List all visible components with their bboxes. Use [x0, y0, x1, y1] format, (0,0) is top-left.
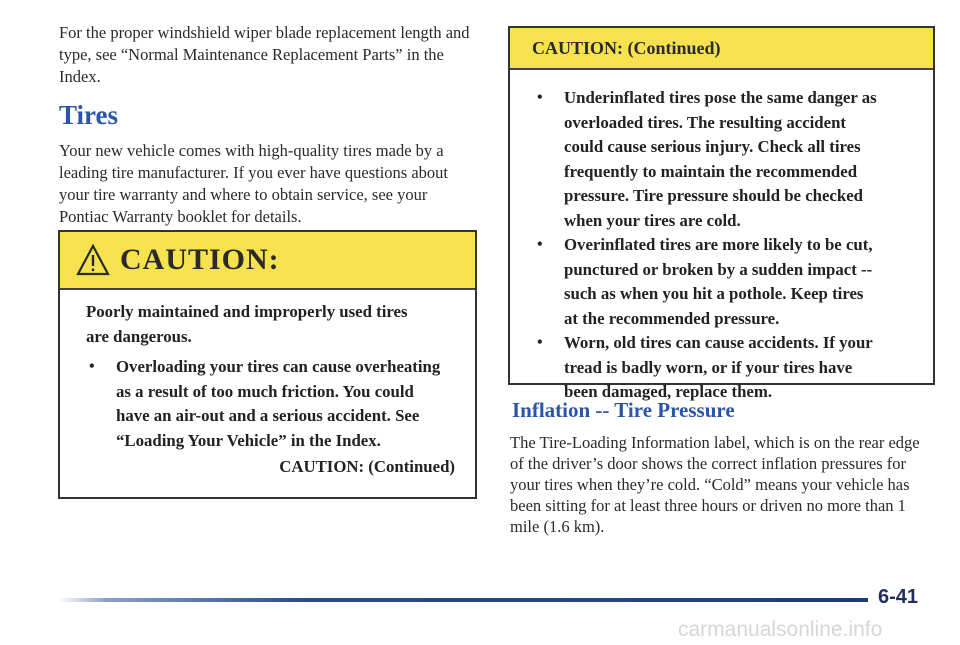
caution-body	[60, 290, 475, 480]
tires-heading: Tires	[59, 100, 119, 130]
caution-bullet-list	[534, 86, 919, 405]
caution-heading: CAUTION: (Continued)	[532, 37, 721, 58]
intro-paragraph: For the proper windshield wiper blade replacement length and type, see “Normal Maintenance Replacement Parts” in the Index.	[59, 23, 470, 86]
footer-rule	[58, 598, 868, 602]
caution-box-tires	[58, 230, 477, 499]
bullet-text: Worn, old tires can cause accidents. If your tread is badly worn, or if your tires have been damaged, replace them.	[564, 333, 873, 401]
tires-paragraph: Your new vehicle comes with high-quality tires made by a leading tire manufacturer. If you ever have questions about your tire warranty and where to obtain service, see your Pontiac Warranty booklet for details.	[59, 141, 448, 226]
inflation-heading: Inflation -- Tire Pressure	[512, 398, 735, 422]
list-item	[534, 86, 879, 233]
caution-continued-label: CAUTION: (Continued)	[279, 457, 455, 476]
warning-triangle-icon	[76, 244, 110, 276]
caution-header	[60, 232, 475, 290]
bullet-text: Overinflated tires are more likely to be cut, punctured or broken by a sudden impact -- such as when you hit a pothole. Keep tires at the recommended pressure.	[564, 235, 873, 328]
page-number: 6-41	[878, 586, 919, 608]
list-item	[534, 233, 879, 331]
watermark: carmanualsonline.info	[678, 618, 883, 641]
bullet-icon: •	[89, 358, 95, 375]
caution-bullet-list	[86, 355, 461, 453]
left-column	[59, 22, 479, 228]
bullet-icon: •	[537, 334, 543, 351]
caution-lead: Poorly maintained and improperly used tires are dangerous.	[86, 302, 408, 346]
inflation-paragraph: The Tire-Loading Information label, which is on the rear edge of the driver’s door shows the correct inflation pressures for your tires when they’re cold. “Cold” means your vehicle has been sitting for at least three hours or driven no more than 1 mile (1.6 km).	[510, 433, 920, 536]
bullet-text: Overloading your tires can cause overheating as a result of too much friction. You could have an air-out and a serious accident. See “Loading Your Vehicle” in the Index.	[116, 357, 441, 450]
list-item	[86, 355, 441, 453]
caution-heading: CAUTION:	[120, 243, 280, 276]
bullet-text: Underinflated tires pose the same danger as overloaded tires. The resulting accident could cause serious injury. Check all tires frequently to maintain the recommended pressure. Tire pressure should be checked when your tires are cold.	[564, 88, 877, 230]
list-item	[534, 331, 879, 405]
bullet-icon: •	[537, 236, 543, 253]
caution-box-continued	[508, 26, 935, 401]
bullet-icon: •	[537, 89, 543, 106]
caution-body	[510, 70, 933, 405]
caution-header	[510, 28, 933, 70]
